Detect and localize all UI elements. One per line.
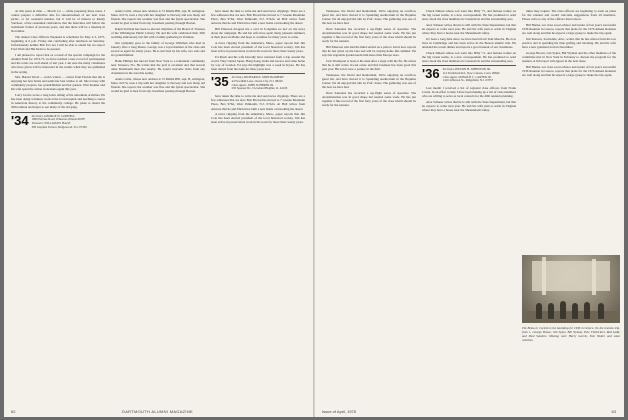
paragraph: Jim Pearson, Scottsdale, Ariz., writes that he has retired from his law practice and is spending his time golfing and traveling. He and his wife have a new grandson born in December. bbox=[522, 36, 616, 49]
paragraph: Bill Hanna, our class scout advisor and leader of last year's successful 1936 Reunion in Greece, reports that plans for the 1976 Athens Reunion are well along and that he expects a large group to make the trip again. bbox=[522, 64, 616, 77]
paragraph: Bill Hanna, our class scout advisor and leader of last year's successful 1936 Reunion in Greece, reports that plans for the 1976 Athens Reunion are well along and that he expects a large group to make the trip again. bbox=[522, 22, 616, 36]
agent-label: Class Agent, bbox=[231, 82, 247, 87]
class-year: '35 bbox=[211, 74, 229, 90]
secretary-address: 114 Turtleback Rd., New Canaan, Conn. 06840 bbox=[442, 70, 500, 75]
person-figure bbox=[536, 303, 542, 319]
ruin-column bbox=[592, 259, 596, 295]
paragraph: Alex Schueer writes that he is still with the State Department, but that he expects to retire next year. He and his wife plan to settle in Virginia where they have a house near the Shenandoah valley. bbox=[422, 22, 516, 36]
issue-date: Issue of April, 1975 bbox=[322, 409, 357, 414]
paragraph: Adele Collis, whose new address is 72 Riddle Hill, Apt. B, Arlington, Mass. 02174, took a trip with her daughter to Norway and saw many old friends. She reports the weather was fine and the fjords spectacular. She would be glad to hear from any classmate passing through Boston. bbox=[111, 76, 205, 94]
secretary-name: RICHARD K. MONTGOMERY bbox=[244, 75, 284, 80]
secretary-label: Secretary, bbox=[31, 113, 44, 118]
paragraph: Bill Emerson dropped me a card in 'Longlines no not' on my news about the campaign. He and his wife have spent many pleasant summers at their place in Maine and hope to continue for many years to come. bbox=[211, 26, 305, 40]
paragraph: have taken the time to write me and send news clippings. There are a few addresses that are new. Bob Brown has moved to 7 Greene Mountain Place, Box 9764, West Palmouth, N.J. 07424. Al Hall writes from Arizona that he and Ellen have built a new home overlooking the desert. bbox=[211, 94, 305, 111]
paragraph: Ed Mack and his wife Dorothy have returned from a trip around the world. They visited Japan, Hong Kong, India and Greece and came home by way of London. Ed says the highlight was a week in Kyoto. He has been retired from the bank for three years now. bbox=[211, 54, 305, 71]
treasurer-name: WILLIAM H. HAGE bbox=[44, 121, 71, 126]
class-heading-35 bbox=[211, 76, 305, 91]
class-officers bbox=[232, 76, 288, 91]
paragraph: Mrs. Harriet Wood — Jack's widow — writes from Florida that she is enjoying her new home and sends her best wishes to all. She is busy with community projects, her grandchildren and her garden. Walt Kramer and his wife spent the winter in Arizona again this year. bbox=[11, 75, 105, 92]
paragraph: I am pleased to report that as a result of the special campaign for the Alumni Fund for 1974-75, we have reached a new record of participation and the totals are well ahead of last year. I am sure the many classmates who have given will be interested in the results when they are published in the spring. bbox=[11, 53, 105, 74]
paragraph: Bill Emerson who had his mind settled on a plan to travel now reports that he has given up the idea and will be staying home this summer. He says his vegetable garden needs him more than Europe does. bbox=[322, 44, 416, 58]
secretary-name: HILTON H. JOHNSTON JR. bbox=[455, 66, 491, 71]
left-page bbox=[4, 3, 314, 417]
right-column-2 bbox=[422, 9, 516, 394]
person-figure bbox=[572, 303, 578, 319]
paragraph: Alex Schueer writes that he is still with the State Department, but that he expects to retire next year. He and his wife plan to settle in Virginia where they have a house near the Shenandoah valley. bbox=[422, 99, 516, 113]
class-heading-34 bbox=[11, 112, 105, 130]
left-column-3 bbox=[211, 9, 305, 394]
paragraph: Last month I received a list of regional class officers from Frank Currie. In an effort to help I have been making up a list of class members who are willing to serve as local contacts for the 40th reunion planning. bbox=[422, 86, 516, 99]
left-column-2 bbox=[111, 9, 205, 394]
paragraph: Dave Saunders has recorded a top-flight series of speeches. The documentation was in good shape but needed some work. He has put together a fine record of the first forty years of the class which should be ready for the reunion. bbox=[322, 26, 416, 44]
person-figure bbox=[584, 302, 590, 319]
agent-address: 250 Spenser Dr., Cleveland Heights, O. 44106 bbox=[231, 86, 288, 91]
person-figure bbox=[598, 303, 604, 319]
paragraph: Chuck Dineen whose son went into Billy '71, and famous trainer on the big Green teams, is a new correspondent. He has promised to send news about the class members in Connecticut and the surrounding area. bbox=[422, 50, 516, 63]
secretary-address: 44 Woodhill Lane, Ocean City, N.J. 08226 bbox=[231, 78, 283, 83]
paragraph: The annual Class Officers Weekend is scheduled for May 2-3, 1975, beginning at 6 p.m. Friday and concluding after luncheon on Saturday. Unfortunately neither Bob Fox nor I will be able to attend but we expect Fred Ward and Hal Dean to be present. bbox=[11, 35, 105, 52]
class-year: '34 bbox=[11, 112, 29, 128]
agent-address: 1410 Jefferson St., Ridgefield, N.J. 07657 bbox=[442, 78, 494, 83]
paragraph: Larry Jacobs wrote a long letter telling of his retirement activities. He has been doing volunteer work at the local hospital and teaching a course in American history at the community college. He plans to attend the 50th reunion and hopes to see many of the old gang. bbox=[11, 93, 105, 110]
secretary-address: 1860 Parvine Road, Wheaton, Illinois 60187 bbox=[31, 117, 86, 122]
agent-name: JOHN SCHERER JR. bbox=[247, 82, 275, 87]
paragraph: Ralph Sullivan has been re-elected chairman of the Board of Trustees of the Wilmington Public Library. He and his wife celebrated their 45th wedding anniversary last fall with a family gathering in Vermont. bbox=[111, 26, 205, 40]
secretary-name: GEORGE W. CONNELL bbox=[44, 113, 76, 118]
page-number: 63 bbox=[611, 409, 616, 414]
paragraph: Our sympathy goes to the family of George Whitman who died in January after a long illness. George was a loyal member of the class and served as agent for many years. He is survived by his wife, two sons and six grandchildren. bbox=[111, 40, 205, 58]
class-year: '36 bbox=[422, 65, 440, 81]
secretary-label: Secretary, bbox=[442, 66, 455, 71]
page-number: 62 bbox=[11, 409, 16, 414]
secretary-label: Secretary, bbox=[231, 75, 244, 80]
left-column-1 bbox=[11, 9, 105, 394]
right-column-1 bbox=[322, 9, 416, 394]
paragraph: have taken the time to write me and send news clippings. There are a few addresses that are new. Bob Brown has moved to 7 Greene Mountain Place, Box 9764, West Palmouth, N.J. 07424. Al Hall writes from Arizona that he and Ellen have built a new home overlooking the desert. bbox=[211, 9, 305, 26]
ruin-column bbox=[542, 257, 546, 295]
person-figure bbox=[548, 303, 554, 319]
paragraph: Jack Thompson is back at his desk after a siege with the flu. He writes that he is still active in real estate and that business has been good this past year. His son is now a partner in the firm. bbox=[322, 58, 416, 71]
agent-name: DONALD C. CARTER JR. bbox=[458, 74, 492, 79]
treasurer-label: Treasurer, bbox=[31, 121, 44, 126]
paragraph: Tennessee, the World and Retirement. We're enjoying an overflow guest list, and have moved it to Spaulding Auditorium in the Hopkins Center. We all enjoyed the talk by Prof. Jones. The gathering was one of the best we have had. bbox=[322, 72, 416, 89]
paragraph: Dave Saunders has recorded a top-flight series of speeches. The documentation was in good shape but needed some work. He has put together a fine record of the first forty years of the class which should be ready for the reunion. bbox=[322, 90, 416, 107]
photo-caption: The Bema in Corinth is the backdrop for 1936 in Greece. On the reunion trip, from l., George Brown, Gib Sykes, Bill Wyman, Pete Fitzherbert, Rod Ladd, and Paul Sanders. Missing were Harry Garvin, Tom Walter and some relatives. bbox=[522, 326, 620, 342]
paragraph: Chuck Dineen whose son went into Billy '71, and famous trainer on the big Green teams, is a new correspondent. He has promised to send news about the class members in Connecticut and the surrounding area. bbox=[422, 9, 516, 22]
paragraph: It's been a long time since we have heard from Tom Marolis. He now lives in Cambridge and has been active in the Boston alumni club. He attended the recent dinner and reports a good turnout of our classmates. bbox=[422, 36, 516, 49]
paragraph: At this point in time — March 1st — while preparing these notes, I cannot prepare a definitive date for announcement of our next class picnic, or for weekend reunion, but it will be of interest to Randy Vorrhees, of the centennial celebration, that the festivities will follow the traditional format of previous years, and that there will be a meeting in November. bbox=[11, 9, 105, 34]
class-officers bbox=[32, 115, 87, 130]
paragraph: George Brown, Gib Sykes, Bill Wyman and the other members of the committee met in New York in February to discuss the program for the reunion. A full report will appear in the next issue. bbox=[522, 50, 616, 63]
paragraph: Hank Phillips has moved from New York to a retirement community near Sarasota, Fla. He writes that the golf is excellent and that several other Dartmouth men live nearby. He would welcome visits from any classmates in the area this spring. bbox=[111, 58, 205, 76]
class-heading-36 bbox=[422, 65, 516, 83]
right-column-3 bbox=[522, 9, 616, 251]
class-officers bbox=[443, 68, 500, 83]
right-page bbox=[314, 3, 624, 417]
person-figure bbox=[560, 301, 566, 319]
paragraph: times may require. The class officers are beginning to work on plans for the reunion and would welcome suggestions from all members. Please write to any of the officers listed above. bbox=[522, 9, 616, 22]
treasurer-address: 300 Grayden Terrace, Ridgewood, N.J. 07450 bbox=[31, 124, 87, 129]
agent-label: Class Agent, bbox=[442, 74, 458, 79]
paragraph: A news clipping from the Amesbury, Mass., paper reports that Jim Cole has been elected president of the local historical society. Jim has been active in preservation work in the town for more than twenty years. bbox=[211, 112, 305, 125]
paragraph: Adele Collis, whose new address is 72 Riddle Hill, Apt. B, Arlington, Mass. 02174, took a trip with her daughter to Norway and saw many old friends. She reports the weather was fine and the fjords spectacular. She would be glad to hear from any classmate passing through Boston. bbox=[111, 9, 205, 26]
magazine-spread bbox=[4, 3, 624, 417]
paragraph: A news clipping from the Amesbury, Mass., paper reports that Jim Cole has been elected president of the local historical society. Jim has been active in preservation work in the town for more than twenty years. bbox=[211, 40, 305, 54]
magazine-title: DARTMOUTH ALUMNI MAGAZINE bbox=[122, 409, 193, 414]
reunion-photo bbox=[522, 255, 620, 323]
paragraph: Tennessee, the World and Retirement. We're enjoying an overflow guest list, and have moved it to Spaulding Auditorium in the Hopkins Center. We all enjoyed the talk by Prof. Jones. The gathering was one of the best we have had. bbox=[322, 9, 416, 26]
